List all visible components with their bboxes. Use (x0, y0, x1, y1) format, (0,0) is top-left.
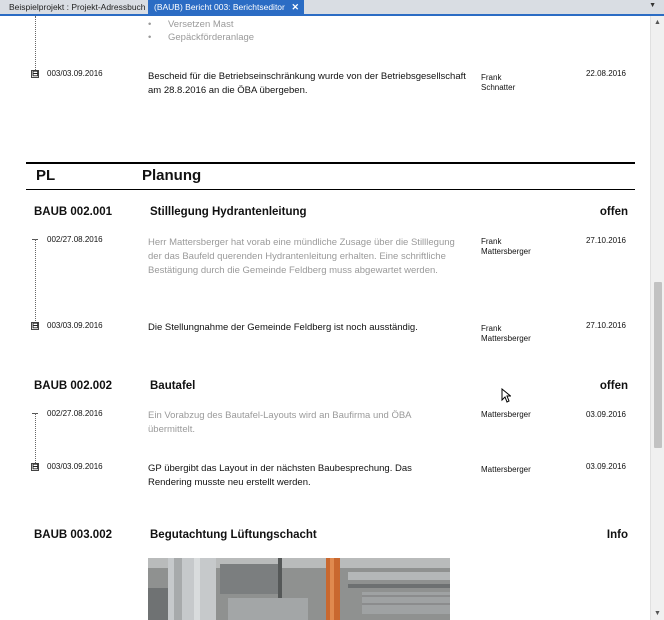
tree-line (35, 239, 36, 321)
vertical-scrollbar[interactable] (650, 16, 664, 620)
entry-ref: 002/27.08.2016 (47, 235, 103, 244)
report-document (0, 16, 650, 620)
entry-person: Mattersberger (481, 465, 531, 474)
tree-line (35, 413, 36, 463)
scrollbar-thumb[interactable] (654, 282, 662, 448)
item-title: Bautafel (150, 380, 196, 392)
section-divider-bottom (26, 189, 635, 190)
item-code: BAUB 002.001 (34, 206, 112, 218)
entry-text: GP übergibt das Layout in der nächsten Baubesprechung. Das Rendering musste neu erstellt werden. (148, 463, 412, 488)
mouse-cursor-icon (501, 388, 511, 403)
entry-date: 03.09.2016 (585, 462, 626, 471)
entry-ref: 003/03.09.2016 (47, 462, 103, 471)
item-status: Info (606, 529, 628, 541)
photo-graphic (148, 558, 450, 620)
item-title: Stilllegung Hydrantenleitung (150, 206, 307, 218)
entry-person: Frank Mattersberger (481, 237, 531, 256)
scroll-up-icon[interactable]: ▲ (654, 19, 661, 26)
entry-date: 03.09.2016 (585, 410, 626, 419)
section-title: Planung (142, 167, 202, 184)
collapse-icon[interactable]: ⊟ (32, 321, 39, 330)
tab-report-editor[interactable] (148, 0, 304, 14)
tree-line (35, 16, 36, 72)
tab-report-editor-label: (BAUB) Bericht 003: Berichtseditor (154, 2, 285, 12)
entry-date: 27.10.2016 (585, 236, 626, 245)
entry-person: Frank Schnatter (481, 73, 516, 92)
collapse-icon[interactable]: ⊟ (32, 69, 39, 78)
entry-text: Herr Mattersberger hat vorab eine mündliche Zusage über die Stilllegung der das Baufeld querenden Hydrantenleitung erhalten. Eine schriftliche Bestätigung durch die Gemeinde Feldberg muss abgewartet werden. (148, 237, 455, 276)
tab-project-addressbook[interactable]: Beispielprojekt : Projekt-Adressbuch (9, 2, 146, 12)
entry-person: Frank Mattersberger (481, 324, 531, 343)
entry-person: Mattersberger (481, 410, 531, 419)
item-title: Begutachtung Lüftungschacht (150, 529, 317, 541)
collapse-icon[interactable]: ⊟ (32, 462, 39, 471)
entry-text: Ein Vorabzug des Bautafel-Layouts wird an Baufirma und ÖBA übermittelt. (148, 410, 411, 435)
section-code: PL (36, 167, 56, 184)
scroll-down-icon[interactable]: ▼ (654, 610, 661, 617)
entry-date: 27.10.2016 (585, 321, 626, 330)
entry-text: Die Stellungnahme der Gemeinde Feldberg ist noch ausständig. (148, 322, 418, 333)
entry-ref: 002/27.08.2016 (47, 409, 103, 418)
section-divider-top (26, 162, 635, 164)
item-status: offen (599, 380, 628, 392)
entry-text: Bescheid für die Betriebseinschränkung wurde von der Betriebsgesellschaft am 28.8.2016 an die ÖBA übergeben. (148, 71, 466, 96)
item-code: BAUB 002.002 (34, 380, 112, 392)
entry-ref: 003/03.09.2016 (47, 69, 103, 78)
ventilation-shaft-photo (148, 558, 450, 620)
bullet-item: • Gepäckförderanlage (148, 31, 254, 45)
close-icon[interactable]: ✕ (291, 2, 299, 12)
item-status: offen (599, 206, 628, 218)
tab-bar (0, 0, 664, 16)
bullet-item: • Versetzen Mast (148, 18, 233, 32)
item-code: BAUB 003.002 (34, 529, 112, 541)
entry-ref: 003/03.09.2016 (47, 321, 103, 330)
chevron-down-icon[interactable]: ▼ (649, 2, 656, 9)
entry-date: 22.08.2016 (585, 69, 626, 78)
